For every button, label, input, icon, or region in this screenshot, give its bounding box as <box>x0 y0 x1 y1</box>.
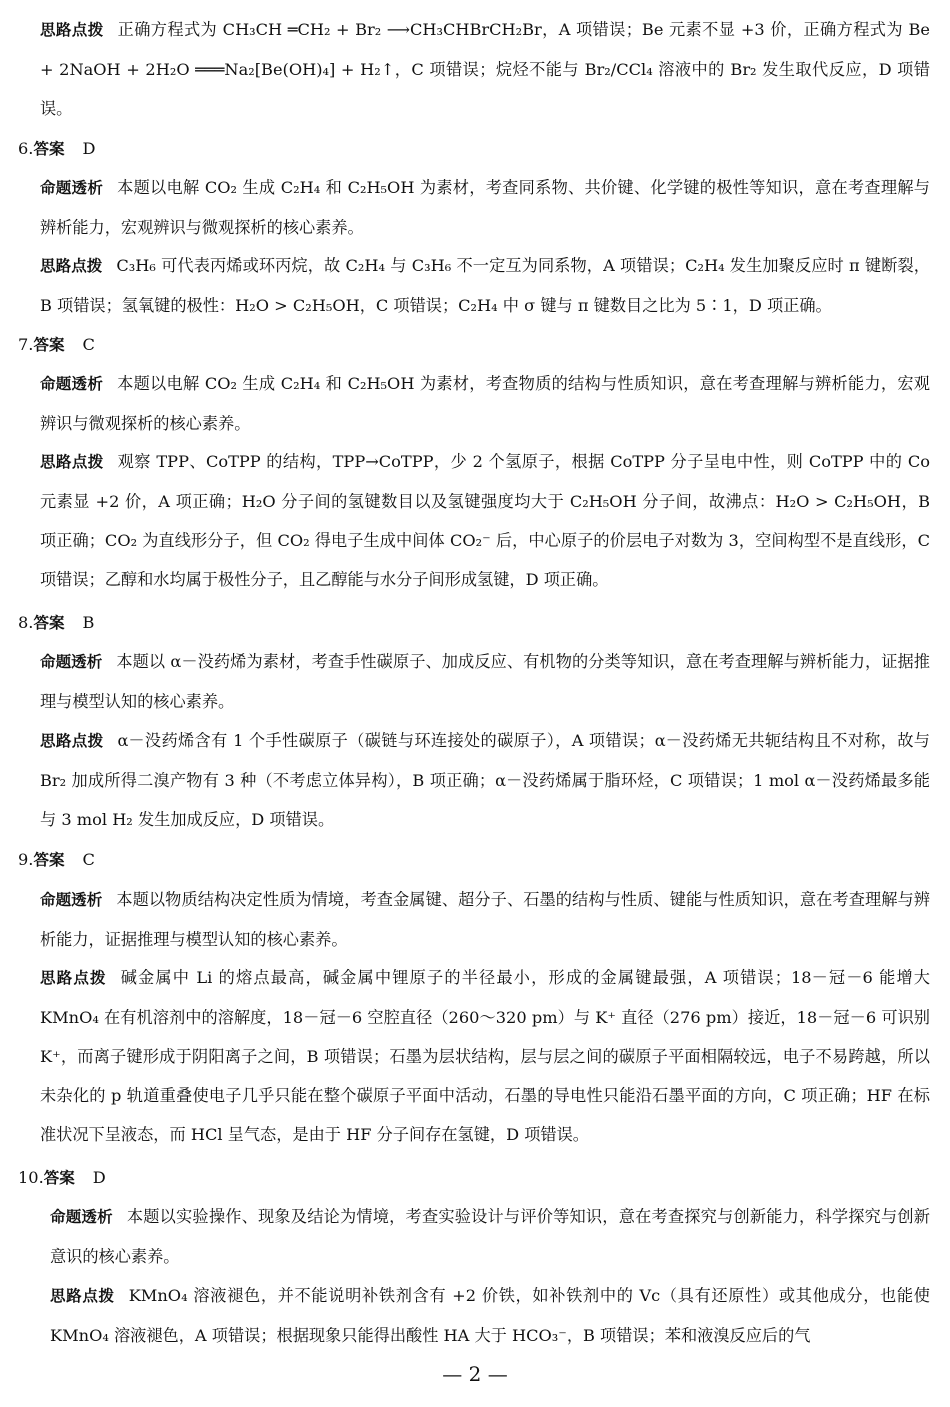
q8-hint-paragraph <box>40 721 930 839</box>
hint-text: 正确方程式为 CH₃CH ═CH₂ + Br₂ ⟶CH₃CHBrCH₂Br，A 项错误；Be 元素不显 +3 价，正确方程式为 Be + 2NaOH + 2H₂O ═══Na₂[Be(OH)₄] + H₂↑，C 项错误；烷烃不能与 Br₂/CCl₄ 溶液中的 Br₂ 发生取代反应，D 项错误。 <box>40 20 930 118</box>
hint-label: 思路点拨 <box>50 1287 115 1305</box>
q8-answer-line <box>18 603 94 643</box>
answer-value: B <box>82 613 95 632</box>
answer-value: C <box>82 850 95 869</box>
q6-answer-line <box>18 129 95 169</box>
page-number: — 2 — <box>442 1362 508 1386</box>
question-number: 6. <box>18 139 34 158</box>
intent-label: 命题透析 <box>40 653 103 671</box>
q6-hint-paragraph <box>40 246 930 325</box>
hint-label: 思路点拨 <box>40 257 103 275</box>
q10-intent-paragraph <box>50 1197 930 1276</box>
hint-text: KMnO₄ 溶液褪色，并不能说明补铁剂含有 +2 价铁，如补铁剂中的 Vc（具有还原性）或其他成分，也能使 KMnO₄ 溶液褪色，A 项错误；根据现象只能得出酸性 HA 大于 HCO₃⁻，B 项错误；苯和液溴反应后的气 <box>50 1286 930 1345</box>
hint-label: 思路点拨 <box>40 732 104 750</box>
pre-hint-paragraph <box>40 10 930 128</box>
q9-intent-paragraph <box>40 880 930 959</box>
q7-intent-paragraph <box>40 364 930 443</box>
hint-text: α－没药烯含有 1 个手性碳原子（碳链与环连接处的碳原子），A 项错误；α－没药烯无共轭结构且不对称，故与 Br₂ 加成所得二溴产物有 3 种（不考虑立体异构），B 项正确；α－没药烯属于脂环烃，C 项错误；1 mol α－没药烯最多能与 3 mol H₂ 发生加成反应，D 项错误。 <box>40 731 930 829</box>
hint-label: 思路点拨 <box>40 21 104 39</box>
question-number: 8. <box>18 613 34 632</box>
q10-hint-paragraph <box>50 1276 930 1355</box>
hint-text: C₃H₆ 可代表丙烯或环丙烷，故 C₂H₄ 与 C₃H₆ 不一定互为同系物，A 项错误；C₂H₄ 发生加聚反应时 π 键断裂，B 项错误；氢氧键的极性：H₂O > C₂H₅OH，C 项错误；C₂H₄ 中 σ 键与 π 键数目之比为 5∶1，D 项正确。 <box>40 256 930 315</box>
intent-label: 命题透析 <box>40 375 104 393</box>
intent-text: 本题以实验操作、现象及结论为情境，考查实验设计与评价等知识，意在考查探究与创新能力，科学探究与创新意识的核心素养。 <box>50 1207 930 1266</box>
intent-text: 本题以电解 CO₂ 生成 C₂H₄ 和 C₂H₅OH 为素材，考查同系物、共价键、化学键的极性等知识，意在考查理解与辨析能力，宏观辨识与微观探析的核心素养。 <box>40 178 930 237</box>
intent-label: 命题透析 <box>50 1208 113 1226</box>
q6-intent-paragraph <box>40 168 930 247</box>
hint-label: 思路点拨 <box>40 969 107 987</box>
q8-intent-paragraph <box>40 642 930 721</box>
question-number: 9. <box>18 850 34 869</box>
answer-value: D <box>82 139 96 158</box>
intent-text: 本题以物质结构决定性质为情境，考查金属键、超分子、石墨的结构与性质、键能与性质知识，意在考查理解与辨析能力，证据推理与模型认知的核心素养。 <box>40 890 930 949</box>
answer-value: C <box>82 335 95 354</box>
hint-label: 思路点拨 <box>40 453 104 471</box>
intent-label: 命题透析 <box>40 179 104 197</box>
answer-label: 答案 <box>33 851 65 869</box>
hint-text: 碱金属中 Li 的熔点最高，碱金属中锂原子的半径最小，形成的金属键最强，A 项错误；18－冠－6 能增大 KMnO₄ 在有机溶剂中的溶解度，18－冠－6 空腔直径（260～320 pm）与 K⁺ 直径（276 pm）接近，18－冠－6 可识别 K⁺，而离子键形成于阴阳离子之间，B 项错误；石墨为层状结构，层与层之间的碳原子平面相隔较远，电子不易跨越，所以未杂化的 p 轨道重叠使电子几乎只能在整个碳原子平面中活动，石墨的导电性只能沿石墨平面的方向，C 项正确；HF 在标准状况下呈液态，而 HCl 呈气态，是由于 HF 分子间存在氢键，D 项错误。 <box>40 968 930 1144</box>
q9-answer-line <box>18 840 95 880</box>
question-number: 7. <box>18 335 34 354</box>
question-number: 10. <box>18 1168 44 1187</box>
answer-label: 答案 <box>33 140 65 158</box>
q7-hint-paragraph <box>40 442 930 599</box>
answer-value: D <box>92 1168 106 1187</box>
answer-label: 答案 <box>43 1169 75 1187</box>
q9-hint-paragraph <box>40 958 930 1154</box>
answer-label: 答案 <box>33 614 65 632</box>
answer-label: 答案 <box>33 336 65 354</box>
intent-label: 命题透析 <box>40 891 103 909</box>
q10-answer-line <box>18 1158 106 1198</box>
intent-text: 本题以电解 CO₂ 生成 C₂H₄ 和 C₂H₅OH 为素材，考查物质的结构与性质知识，意在考查理解与辨析能力，宏观辨识与微观探析的核心素养。 <box>40 374 930 433</box>
q7-answer-line <box>18 325 95 365</box>
hint-text: 观察 TPP、CoTPP 的结构，TPP→CoTPP，少 2 个氢原子，根据 CoTPP 分子呈电中性，则 CoTPP 中的 Co 元素显 +2 价，A 项正确；H₂O 分子间的氢键数目以及氢键强度均大于 C₂H₅OH 分子间，故沸点：H₂O > C₂H₅OH，B 项正确；CO₂ 为直线形分子，但 CO₂ 得电子生成中间体 CO₂⁻ 后，中心原子的价层电子对数为 3，空间构型不是直线形，C 项错误；乙醇和水均属于极性分子，且乙醇能与水分子间形成氢键，D 项正确。 <box>40 452 930 589</box>
intent-text: 本题以 α－没药烯为素材，考查手性碳原子、加成反应、有机物的分类等知识，意在考查理解与辨析能力，证据推理与模型认知的核心素养。 <box>40 652 930 711</box>
